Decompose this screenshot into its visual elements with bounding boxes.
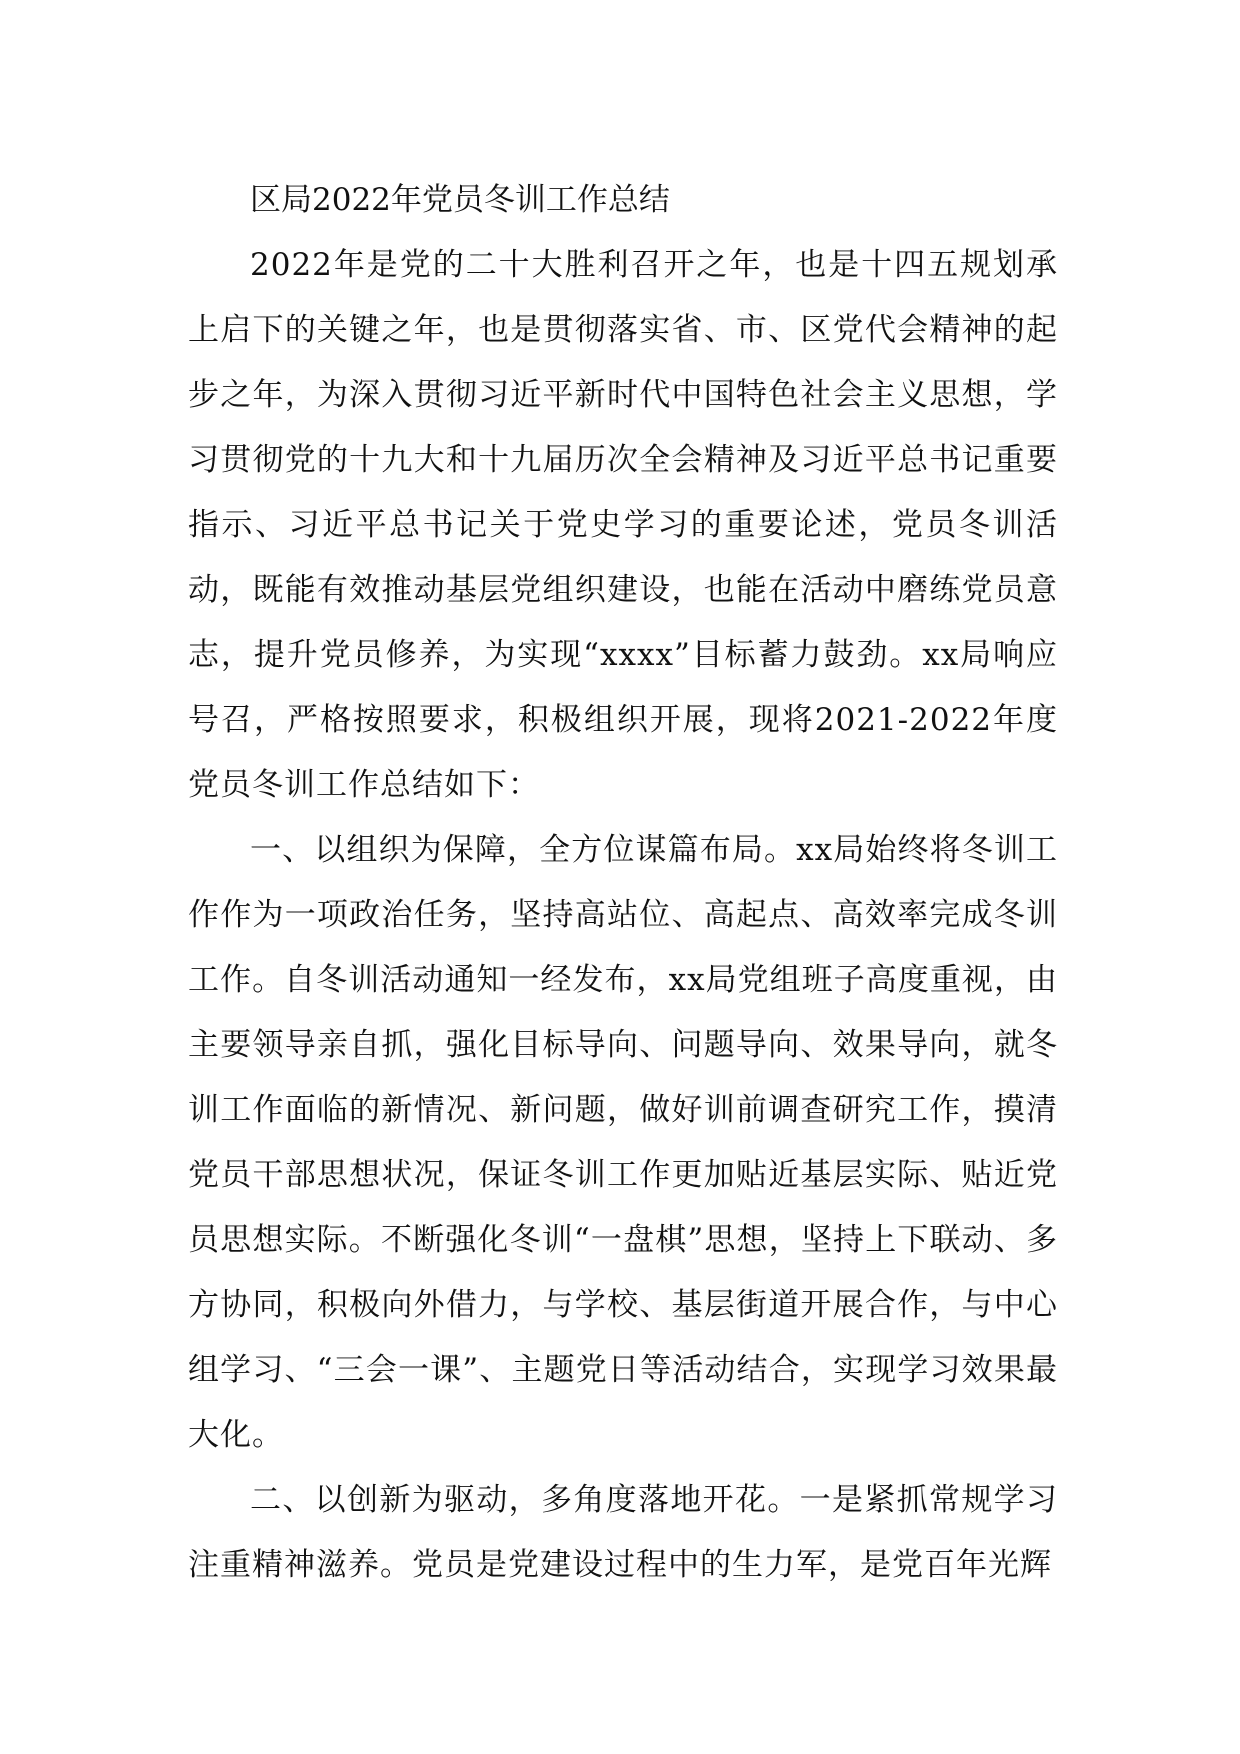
- document-body: [188, 168, 1058, 1598]
- paragraph-section-two: 二、以创新为驱动，多角度落地开花。一是紧抓常规学习注重精神滋养。党员是党建设过程中的生力军，是党百年光辉: [188, 1482, 1058, 1583]
- paragraph-section-one: 一、以组织为保障，全方位谋篇布局。xx局始终将冬训工作作为一项政治任务，坚持高站位、高起点、高效率完成冬训工作。自冬训活动通知一经发布，xx局党组班子高度重视，由主要领导亲自抓，强化目标导向、问题导向、效果导向，就冬训工作面临的新情况、新问题，做好训前调查研究工作，摸清党员干部思想状况，保证冬训工作更加贴近基层实际、贴近党员思想实际。不断强化冬训“一盘棋”思想，坚持上下联动、多方协同，积极向外借力，与学校、基层街道开展合作，与中心组学习、“三会一课”、主题党日等活动结合，实现学习效果最大化。: [188, 832, 1058, 1453]
- paragraph-intro: 2022年是党的二十大胜利召开之年，也是十四五规划承上启下的关键之年，也是贯彻落实省、市、区党代会精神的起步之年，为深入贯彻习近平新时代中国特色社会主义思想，学习贯彻党的十九大和十九届历次全会精神及习近平总书记重要指示、习近平总书记关于党史学习的重要论述，党员冬训活动，既能有效推动基层党组织建设，也能在活动中磨练党员意志，提升党员修养，为实现“xxxx”目标蓄力鼓劲。xx局响应号召，严格按照要求，积极组织开展，现将2021-2022年度党员冬训工作总结如下：: [188, 247, 1058, 803]
- document-title: 区局2022年党员冬训工作总结: [250, 182, 670, 218]
